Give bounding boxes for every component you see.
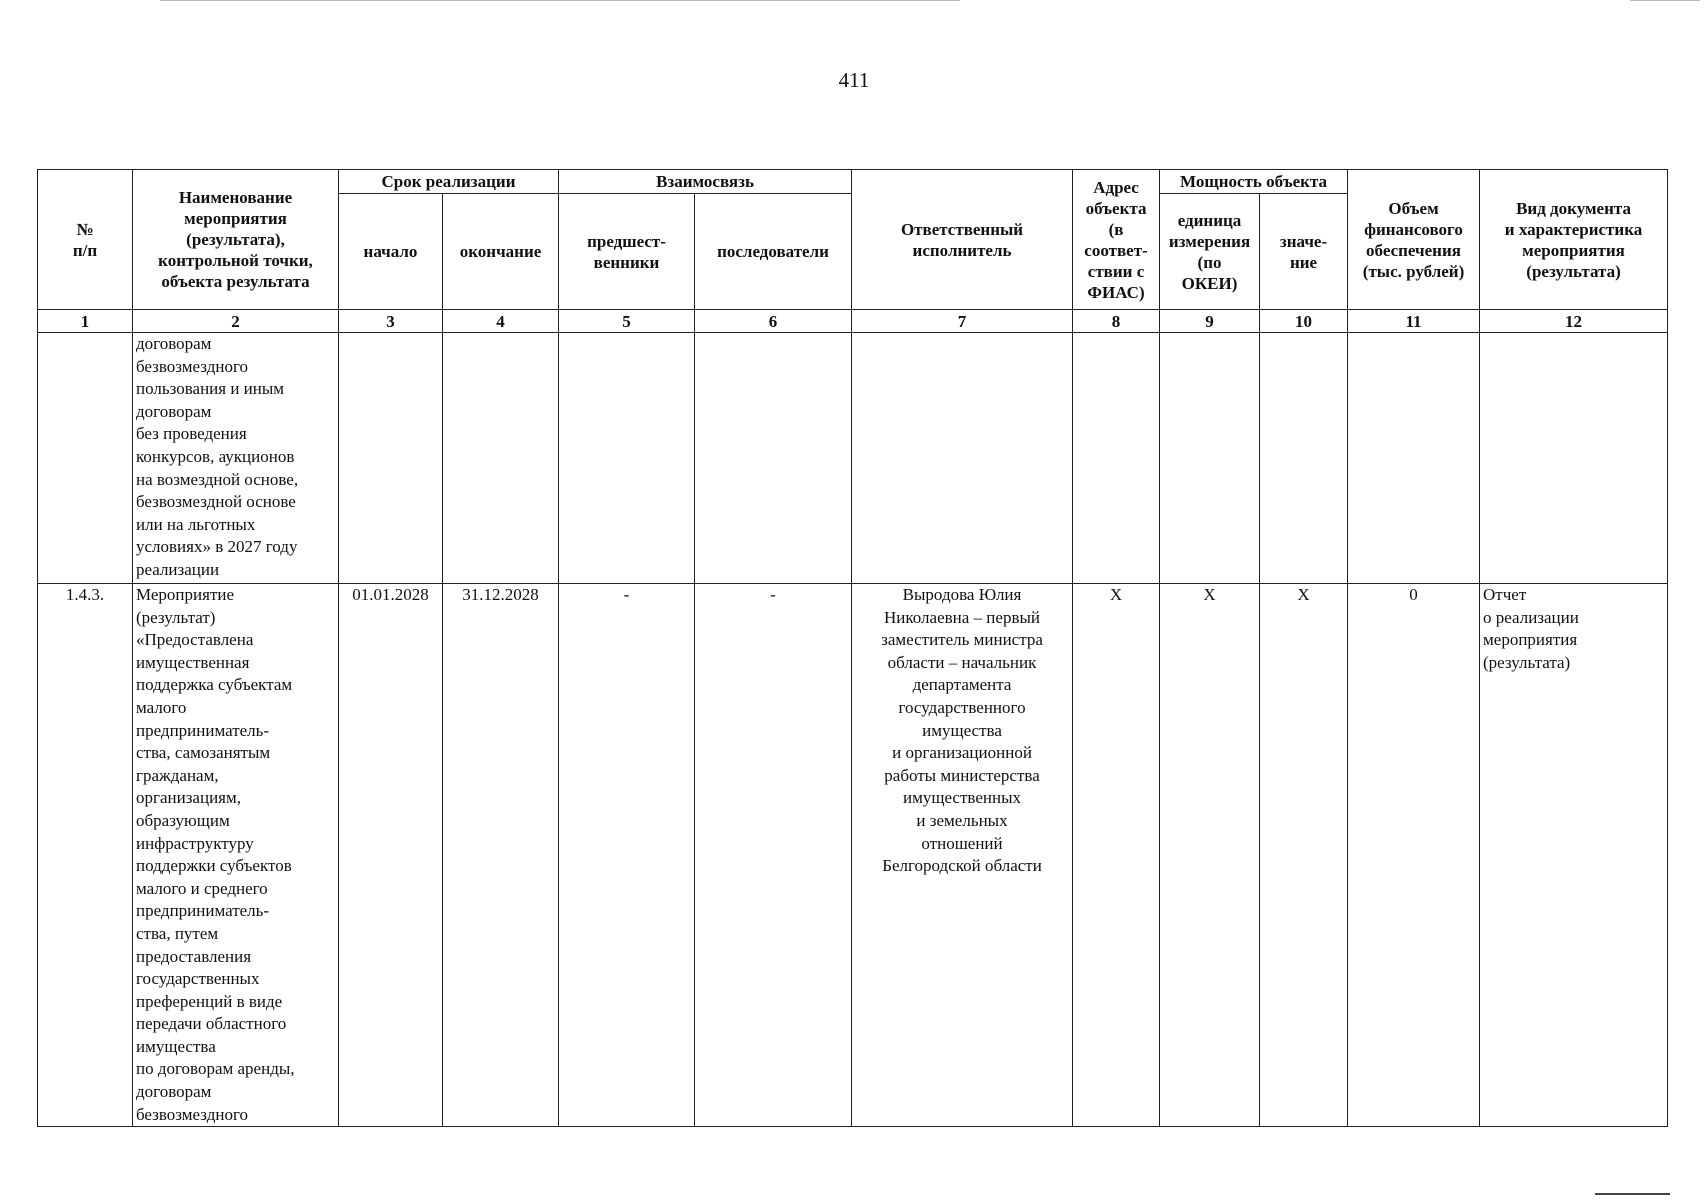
row-num: 1.4.3. — [38, 584, 133, 1127]
row-end — [443, 333, 559, 584]
row-address: Х — [1073, 584, 1160, 1127]
row-unit — [1160, 333, 1260, 584]
column-number: 11 — [1348, 310, 1480, 333]
column-number: 9 — [1160, 310, 1260, 333]
row-predecessors: - — [559, 584, 695, 1127]
header-responsible: Ответственный исполнитель — [852, 170, 1073, 310]
column-number: 2 — [133, 310, 339, 333]
column-number: 7 — [852, 310, 1073, 333]
header-successors: последователи — [695, 194, 852, 310]
row-responsible: Выродова Юлия Николаевна – первый заместитель министра области – начальник департамента государственного имущества и организационной работы министерства имущественных и земельных отношений Белгородской области — [852, 584, 1073, 1127]
row-responsible — [852, 333, 1073, 584]
page-number: 411 — [838, 68, 870, 92]
program-table — [37, 169, 1668, 1127]
header-value: значе- ние — [1260, 194, 1348, 310]
header-relation: Взаимосвязь — [559, 170, 852, 194]
header-start: начало — [339, 194, 443, 310]
column-number: 8 — [1073, 310, 1160, 333]
row-finance — [1348, 333, 1480, 584]
header-finance: Объем финансового обеспечения (тыс. рублей) — [1348, 170, 1480, 310]
row-value: Х — [1260, 584, 1348, 1127]
header-period: Срок реализации — [339, 170, 559, 194]
row-start: 01.01.2028 — [339, 584, 443, 1127]
header-capacity: Мощность объекта — [1160, 170, 1348, 194]
row-end: 31.12.2028 — [443, 584, 559, 1127]
scan-top-line-left — [160, 0, 960, 1]
column-number: 6 — [695, 310, 852, 333]
header-num: № п/п — [38, 170, 133, 310]
header-doc-type: Вид документа и характеристика мероприятия (результата) — [1480, 170, 1668, 310]
header-address: Адрес объекта (в соответ- ствии с ФИАС) — [1073, 170, 1160, 310]
header-unit: единица измерения (по ОКЕИ) — [1160, 194, 1260, 310]
column-number: 4 — [443, 310, 559, 333]
row-successors — [695, 333, 852, 584]
scan-top-line-right — [1630, 0, 1700, 1]
row-unit: Х — [1160, 584, 1260, 1127]
column-number: 10 — [1260, 310, 1348, 333]
row-doc-type: Отчет о реализации мероприятия (результата) — [1480, 584, 1668, 1127]
row-address — [1073, 333, 1160, 584]
row-name: Мероприятие (результат) «Предоставлена имущественная поддержка субъектам малого предприниматель- ства, самозанятым гражданам, организациям, образующим инфраструктуру поддержки субъектов малого и среднего предприниматель- ства, путем предоставления государственных преференций в виде передачи областного имущества по договорам аренды, договорам безвозмездного — [133, 584, 339, 1127]
header-end: окончание — [443, 194, 559, 310]
scan-bottom-corner-line — [1595, 1193, 1670, 1195]
row-finance: 0 — [1348, 584, 1480, 1127]
column-number: 12 — [1480, 310, 1668, 333]
row-start — [339, 333, 443, 584]
table-row — [38, 584, 1668, 1127]
header-predecessors: предшест- венники — [559, 194, 695, 310]
column-number: 3 — [339, 310, 443, 333]
row-predecessors — [559, 333, 695, 584]
header-name: Наименование мероприятия (результата), контрольной точки, объекта результата — [133, 170, 339, 310]
row-successors: - — [695, 584, 852, 1127]
table-row — [38, 333, 1668, 584]
column-number: 1 — [38, 310, 133, 333]
column-number: 5 — [559, 310, 695, 333]
column-number-row — [38, 310, 1668, 333]
row-name: договорам безвозмездного пользования и иным договорам без проведения конкурсов, аукционов на возмездной основе, безвозмездной основе или на льготных условиях» в 2027 году реализации — [133, 333, 339, 584]
row-value — [1260, 333, 1348, 584]
row-num — [38, 333, 133, 584]
row-doc-type — [1480, 333, 1668, 584]
